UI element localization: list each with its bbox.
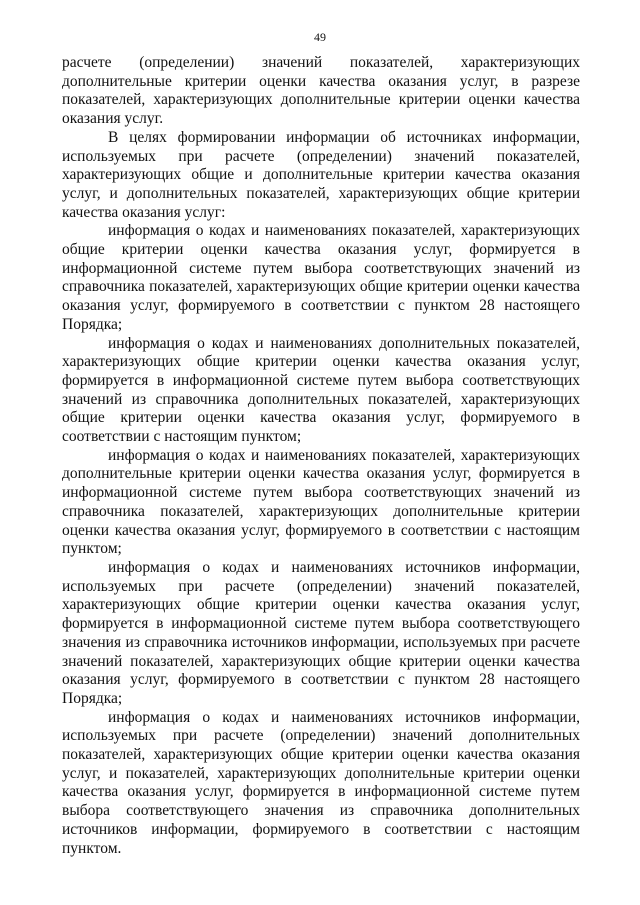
document-body bbox=[62, 54, 580, 858]
paragraph-list-item: информация о кодах и наименованиях источников информации, используемых при расчете (определении) значений показателей, характеризующих общие критерии оценки качества оказания услуг, формируется в информационной системе путем выбора соответствующего значения из справочника источников информации, используемых при расчете значений показателей, характеризующих общие критерии оценки качества оказания услуг, формируемого в соответствии с пунктом 28 настоящего Порядка; bbox=[62, 558, 580, 707]
paragraph-intro: В целях формировании информации об источниках информации, используемых при расчете (определении) значений показателей, характеризующих общие и дополнительные критерии качества оказания услуг, и дополнительных показателей, характеризующих общие критерии качества оказания услуг: bbox=[62, 128, 580, 221]
paragraph-list-item: информация о кодах и наименованиях источников информации, используемых при расчете (определении) значений дополнительных показателей, характеризующих общие критерии оценки качества оказания услуг, и показателей, характеризующих дополнительные критерии оценки качества оказания услуг, формируется в информационной системе путем выбора соответствующего значения из справочника дополнительных источников информации, формируемого в соответствии с настоящим пунктом. bbox=[62, 708, 580, 857]
page-number: 49 bbox=[314, 30, 326, 44]
paragraph-list-item: информация о кодах и наименованиях дополнительных показателей, характеризующих общие критерии оценки качества оказания услуг, формируется в информационной системе путем выбора соответствующих значений из справочника дополнительных показателей, характеризующих общие критерии оценки качества оказания услуг, формируемого в соответствии с настоящим пунктом; bbox=[62, 334, 580, 446]
paragraph-list-item: информация о кодах и наименованиях показателей, характеризующих общие критерии оценки качества оказания услуг, формируется в информационной системе путем выбора соответствующих значений из справочника показателей, характеризующих общие критерии оценки качества оказания услуг, формируемого в соответствии с пунктом 28 настоящего Порядка; bbox=[62, 222, 580, 333]
paragraph-list-item: информация о кодах и наименованиях показателей, характеризующих дополнительные критерии оценки качества оказания услуг, формируется в информационной системе путем выбора соответствующих значений из справочника показателей, характеризующих дополнительные критерии оценки качества оказания услуг, формируемого в соответствии с настоящим пунктом; bbox=[62, 446, 580, 558]
paragraph-continuation: расчете (определении) значений показателей, характеризующих дополнительные критерии оценки качества оказания услуг, в разрезе показателей, характеризующих дополнительные критерии оценки качества оказания услуг. bbox=[62, 54, 580, 128]
